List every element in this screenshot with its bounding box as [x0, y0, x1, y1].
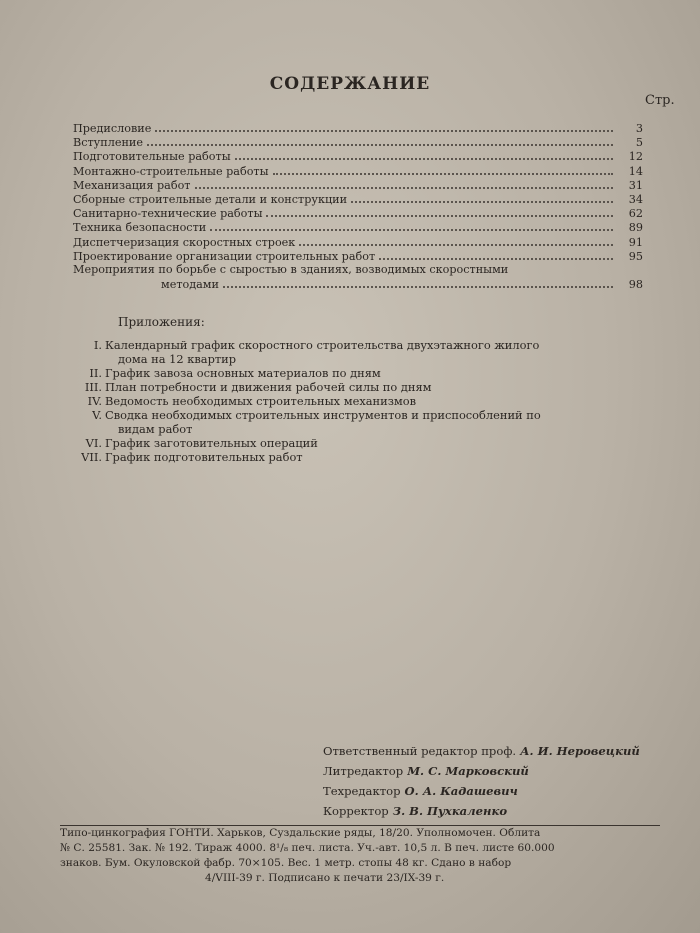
- credit-name: О. А. Кадашевич: [404, 784, 518, 798]
- toc-entry: [73, 206, 643, 220]
- toc-entry: [73, 235, 643, 249]
- appendix-item: [78, 408, 638, 422]
- toc-entry: [73, 121, 643, 135]
- toc-entry-page: 31: [628, 178, 643, 192]
- appendix-text: дома на 12 квартир: [118, 352, 237, 366]
- appendix-number: IV.: [87, 394, 102, 408]
- appendix-text: Календарный график скоростного строительства двухэтажного жилого: [105, 338, 540, 352]
- appendix-item: [78, 338, 638, 352]
- imprint-line: № С. 25581. Зак. № 192. Тираж 4000. 8¹/₈ печ. листа. Уч.-авт. 10,5 л. В печ. листе 60.000: [60, 842, 555, 854]
- credit-role: Техредактор: [323, 784, 401, 798]
- toc-entry-page: 62: [628, 207, 643, 221]
- credit-line: [323, 761, 640, 781]
- credit-role: Ответственный редактор проф.: [323, 744, 517, 758]
- toc-entry-label: Монтажно-строительные работы: [73, 164, 269, 178]
- appendix-heading: Приложения:: [118, 315, 205, 329]
- appendix-number: III.: [84, 380, 102, 394]
- toc-entry: [73, 220, 643, 234]
- dot-leader: [266, 206, 613, 217]
- dot-leader: [155, 121, 613, 132]
- toc-entry: [73, 263, 643, 277]
- toc-entry-label: Техника безопасности: [73, 221, 207, 235]
- appendix-text: Сводка необходимых строительных инструментов и приспособлений по: [105, 408, 541, 422]
- dot-leader: [147, 135, 613, 146]
- dot-leader: [235, 149, 613, 160]
- table-of-contents: [73, 121, 643, 293]
- toc-entry-label: Санитарно-технические работы: [73, 207, 263, 221]
- appendix-number: VII.: [81, 450, 102, 464]
- appendix-text: видам работ: [118, 422, 193, 436]
- appendix-text: План потребности и движения рабочей силы по дням: [105, 380, 432, 394]
- credit-role: Корректор: [323, 804, 389, 818]
- dot-leader: [379, 249, 613, 260]
- page-title: СОДЕРЖАНИЕ: [269, 74, 431, 94]
- toc-entry-page: 5: [635, 136, 643, 150]
- toc-entry-page: 89: [628, 221, 643, 235]
- toc-entry-label: Подготовительные работы: [73, 150, 231, 164]
- credit-line: [323, 801, 640, 821]
- page-column-label: Стр.: [645, 93, 675, 108]
- imprint-line: знаков. Бум. Окуловской фабр. 70×105. Вес. 1 метр. стопы 48 кг. Сдано в набор: [60, 857, 512, 869]
- appendix-list: [78, 338, 638, 464]
- toc-entry-label: Вступление: [73, 136, 143, 150]
- appendix-number: VI.: [85, 436, 102, 450]
- dot-leader: [210, 220, 613, 231]
- toc-entry-page: 98: [628, 278, 643, 292]
- appendix-number: V.: [92, 408, 102, 422]
- toc-entry-page: 3: [635, 122, 643, 135]
- toc-entry: [73, 135, 643, 149]
- appendix-text: График заготовительных операций: [105, 436, 318, 450]
- toc-entry-page: 91: [628, 235, 643, 249]
- dot-leader: [195, 178, 614, 189]
- appendix-item-continuation: [78, 422, 638, 436]
- appendix-number: I.: [93, 338, 102, 352]
- toc-entry-label: методами: [161, 278, 219, 292]
- imprint-line: 4/VIII-39 г. Подписано к печати 23/IX-39 г.: [205, 872, 445, 884]
- appendix-item: [78, 450, 638, 464]
- appendix-item: [78, 366, 638, 380]
- printing-imprint: [60, 826, 660, 886]
- appendix-number: II.: [89, 366, 102, 380]
- toc-entry-label: Механизация работ: [73, 178, 191, 192]
- toc-entry-label: Проектирование организации строительных работ: [73, 249, 376, 263]
- appendix-text: График подготовительных работ: [105, 450, 303, 464]
- appendix-item: [78, 436, 638, 450]
- credit-line: [323, 741, 640, 761]
- dot-leader: [351, 192, 613, 203]
- toc-entry-label: Предисловие: [73, 122, 152, 135]
- editorial-credits: [323, 741, 640, 821]
- toc-entry: [73, 149, 643, 163]
- toc-entry-page: 14: [628, 164, 643, 178]
- appendix-item: [78, 394, 638, 408]
- toc-entry-page: 34: [628, 192, 643, 206]
- toc-entry: [73, 178, 643, 192]
- credit-name: А. И. Неровецкий: [520, 744, 640, 758]
- credit-name: З. В. Пухкаленко: [392, 804, 508, 818]
- dot-leader: [299, 235, 613, 246]
- toc-entry-page: 12: [628, 150, 643, 164]
- appendix-item: [78, 380, 638, 394]
- credit-role: Литредактор: [323, 764, 404, 778]
- appendix-text: График завоза основных материалов по дням: [105, 366, 381, 380]
- toc-entry: [73, 249, 643, 263]
- dot-leader: [223, 277, 613, 288]
- toc-entry-page: 95: [628, 249, 643, 263]
- toc-entry-label: Диспетчеризация скоростных строек: [73, 235, 296, 249]
- toc-entry: [73, 164, 643, 178]
- dot-leader: [273, 164, 613, 175]
- toc-entry: [73, 192, 643, 206]
- toc-entry-label: Сборные строительные детали и конструкции: [73, 192, 348, 206]
- toc-entry-label: Мероприятия по борьбе с сыростью в зданиях, возводимых скоростными: [73, 262, 509, 276]
- credit-name: М. С. Марковский: [407, 764, 529, 778]
- appendix-item-continuation: [78, 352, 638, 366]
- credit-line: [323, 781, 640, 801]
- appendix-text: Ведомость необходимых строительных механизмов: [105, 394, 417, 408]
- toc-entry-continuation: [73, 277, 643, 293]
- imprint-line: Типо-цинкография ГОНТИ. Харьков, Суздальские ряды, 18/20. Уполномочен. Облита: [60, 827, 541, 839]
